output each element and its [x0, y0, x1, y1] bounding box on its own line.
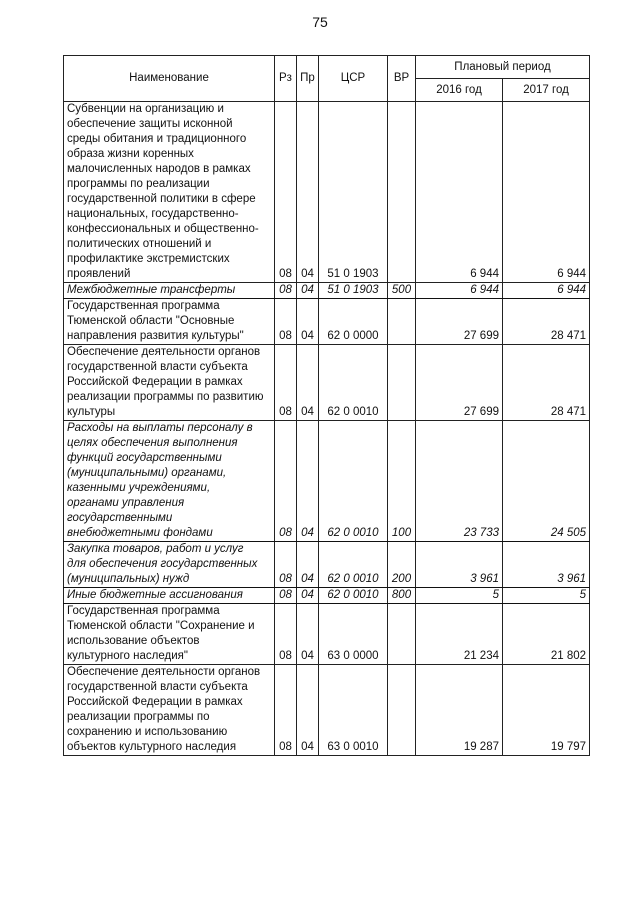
row-rz: 08: [275, 299, 297, 345]
row-amount-2017: 6 944: [503, 283, 590, 299]
row-amount-2017: 3 961: [503, 542, 590, 588]
row-rz: 08: [275, 102, 297, 283]
header-year-2017: 2017 год: [503, 79, 590, 102]
row-vr: [388, 665, 416, 756]
row-rz: 08: [275, 283, 297, 299]
row-csr: 63 0 0000: [319, 604, 388, 665]
header-vr: ВР: [388, 56, 416, 102]
row-csr: 62 0 0010: [319, 345, 388, 421]
table-row: [64, 665, 590, 756]
row-rz: 08: [275, 421, 297, 542]
table-row: [64, 102, 590, 283]
header-year-2016: 2016 год: [416, 79, 503, 102]
row-rz: 08: [275, 665, 297, 756]
row-pr: 04: [297, 299, 319, 345]
header-pr: Пр: [297, 56, 319, 102]
row-name: Субвенции на организацию и обеспечение защиты исконной среды обитания и традиционного образа жизни коренных малочисленных народов в рамках программы по реализации государственной политики в сфере национальных, государственно- конфессиональных и общественно- политических отношений и профилактике экстремистских проявлений: [64, 102, 275, 283]
row-vr: 800: [388, 588, 416, 604]
table-row: [64, 604, 590, 665]
row-amount-2017: 28 471: [503, 345, 590, 421]
table-row: [64, 345, 590, 421]
header-name: Наименование: [64, 56, 275, 102]
row-csr: 63 0 0010: [319, 665, 388, 756]
row-pr: 04: [297, 588, 319, 604]
row-csr: 51 0 1903: [319, 102, 388, 283]
row-pr: 04: [297, 604, 319, 665]
row-pr: 04: [297, 345, 319, 421]
table-body: [64, 102, 590, 756]
table-row: [64, 421, 590, 542]
table-row: [64, 299, 590, 345]
row-vr: [388, 102, 416, 283]
row-name: Государственная программа Тюменской области "Сохранение и использование объектов культурного наследия": [64, 604, 275, 665]
row-csr: 62 0 0010: [319, 421, 388, 542]
row-amount-2016: 27 699: [416, 345, 503, 421]
row-name: Государственная программа Тюменской области "Основные направления развития культуры": [64, 299, 275, 345]
row-name: Обеспечение деятельности органов государственной власти субъекта Российской Федерации в рамках реализации программы по развитию культуры: [64, 345, 275, 421]
row-amount-2017: 6 944: [503, 102, 590, 283]
row-pr: 04: [297, 102, 319, 283]
page-number: 75: [312, 14, 328, 30]
row-rz: 08: [275, 345, 297, 421]
budget-table: [63, 55, 590, 756]
row-vr: 200: [388, 542, 416, 588]
header-rz: Рз: [275, 56, 297, 102]
row-vr: 500: [388, 283, 416, 299]
row-amount-2016: 19 287: [416, 665, 503, 756]
row-amount-2017: 21 802: [503, 604, 590, 665]
row-rz: 08: [275, 542, 297, 588]
table-header: [64, 56, 590, 102]
row-rz: 08: [275, 588, 297, 604]
row-name: Расходы на выплаты персоналу в целях обеспечения выполнения функций государственными (муниципальными) органами, казенными учреждениями, органами управления государственными внебюджетными фондами: [64, 421, 275, 542]
row-csr: 62 0 0010: [319, 588, 388, 604]
row-pr: 04: [297, 283, 319, 299]
row-amount-2017: 24 505: [503, 421, 590, 542]
row-amount-2016: 3 961: [416, 542, 503, 588]
table-row: [64, 588, 590, 604]
row-amount-2017: 28 471: [503, 299, 590, 345]
row-name: Закупка товаров, работ и услуг для обеспечения государственных (муниципальных) нужд: [64, 542, 275, 588]
header-csr: ЦСР: [319, 56, 388, 102]
row-amount-2017: 5: [503, 588, 590, 604]
row-rz: 08: [275, 604, 297, 665]
row-vr: 100: [388, 421, 416, 542]
row-pr: 04: [297, 542, 319, 588]
row-vr: [388, 604, 416, 665]
row-vr: [388, 345, 416, 421]
row-amount-2016: 6 944: [416, 102, 503, 283]
row-amount-2017: 19 797: [503, 665, 590, 756]
row-amount-2016: 23 733: [416, 421, 503, 542]
row-name: Межбюджетные трансферты: [64, 283, 275, 299]
row-amount-2016: 5: [416, 588, 503, 604]
row-csr: 62 0 0000: [319, 299, 388, 345]
table-row: [64, 542, 590, 588]
row-amount-2016: 21 234: [416, 604, 503, 665]
row-vr: [388, 299, 416, 345]
header-planned-period: Плановый период: [416, 56, 590, 79]
row-csr: 51 0 1903: [319, 283, 388, 299]
row-pr: 04: [297, 421, 319, 542]
table-row: [64, 283, 590, 299]
row-name: Иные бюджетные ассигнования: [64, 588, 275, 604]
row-amount-2016: 27 699: [416, 299, 503, 345]
row-name: Обеспечение деятельности органов государственной власти субъекта Российской Федерации в рамках реализации программы по сохранению и использованию объектов культурного наследия: [64, 665, 275, 756]
row-pr: 04: [297, 665, 319, 756]
row-amount-2016: 6 944: [416, 283, 503, 299]
row-csr: 62 0 0010: [319, 542, 388, 588]
